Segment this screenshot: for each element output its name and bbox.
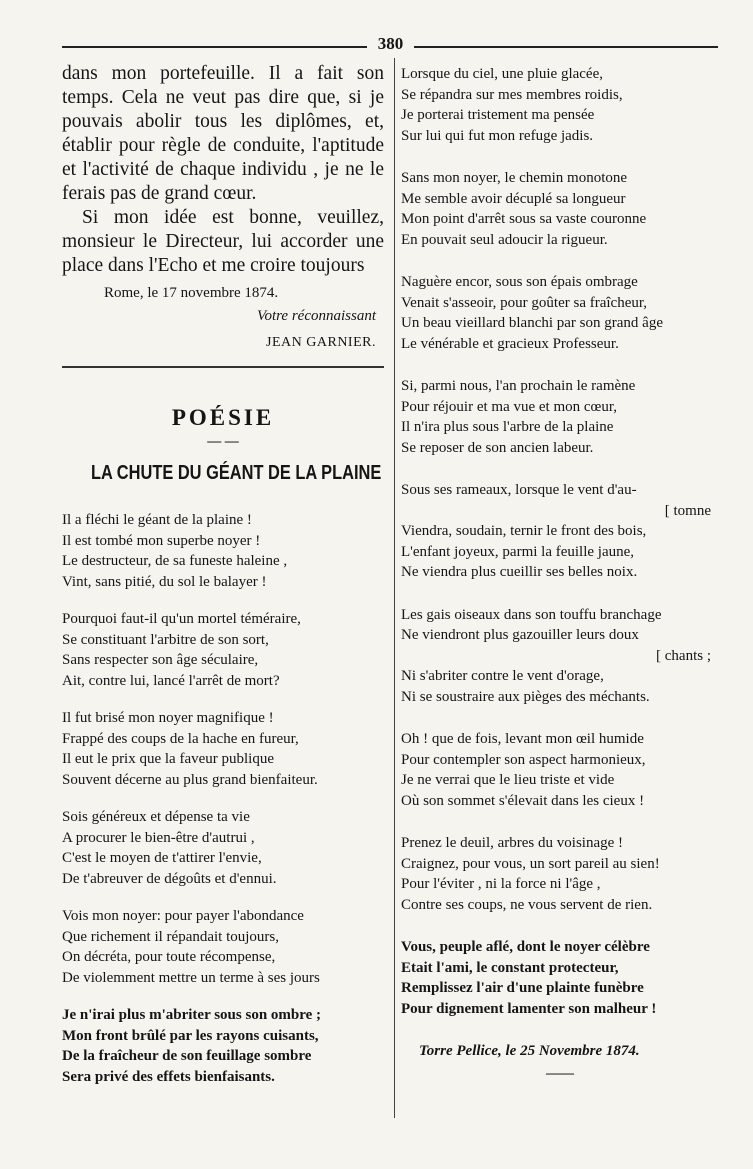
verse-line: Ni s'abriter contre le vent d'orage, <box>401 668 604 684</box>
stanza <box>401 729 719 811</box>
verse-line: Me semble avoir décuplé sa longueur <box>401 190 626 207</box>
verse-line: De t'abreuver de dégoûts et d'ennui. <box>62 870 277 887</box>
letter-closing: Votre réconnaissant <box>256 308 376 324</box>
verse-line: Pour réjouir et ma vue et mon cœur, <box>401 398 618 415</box>
verse-line: Un beau vieillard blanchi par son grand âge <box>401 315 663 331</box>
poem-right-stanzas <box>401 64 719 1019</box>
verse-line: Sans respecter son âge séculaire, <box>62 652 259 668</box>
stanza <box>401 833 719 915</box>
stanza <box>62 906 384 988</box>
verse-line: On décréta, pour toute récompense, <box>62 949 276 965</box>
verse-line: Vois mon noyer: pour payer l'abondance <box>62 908 304 924</box>
verse-line: De la fraîcheur de son feuillage sombre <box>62 1048 312 1064</box>
section-title: POÉSIE <box>171 405 275 430</box>
stanza <box>401 168 719 250</box>
verse-line: En pouvait seul adoucir la rigueur. <box>401 231 608 248</box>
verse-line: Ne viendront plus gazouiller leurs doux <box>401 627 639 643</box>
verse-line: Sur lui qui fut mon refuge jadis. <box>401 127 594 144</box>
verse-line: Oh ! que de fois, levant mon œil humide <box>401 731 644 747</box>
stanza <box>62 708 384 790</box>
verse-line: Je n'irai plus m'abriter sous son ombre ; <box>62 1007 322 1023</box>
verse-line: Les gais oiseaux dans son touffu branchage <box>401 606 662 623</box>
verse-line: Se reposer de son ancien labeur. <box>401 439 594 456</box>
verse-line: Souvent décerne au plus grand bienfaiteur. <box>62 771 318 788</box>
verse-line: Il fut brisé mon noyer magnifique ! <box>62 710 274 726</box>
verse-line: Il eut le prix que la faveur publique <box>62 751 275 767</box>
stanza <box>62 807 384 889</box>
verse-line: Remplissez l'air d'une plainte funèbre <box>401 980 644 996</box>
verse-line: Le vénérable et gracieux Professeur. <box>401 335 619 352</box>
verse-line: Frappé des coups de la hache en fureur, <box>62 730 299 747</box>
verse-line: Le destructeur, de sa funeste haleine , <box>62 553 288 569</box>
verse-line: Mon front brûlé par les rayons cuisants, <box>62 1027 319 1044</box>
verse-line: Lorsque du ciel, une pluie glacée, <box>401 66 604 82</box>
poem-left-stanzas <box>62 510 384 1087</box>
verse-line: Se répandra sur mes membres roidis, <box>401 86 623 103</box>
letter-text <box>62 62 384 278</box>
stanza <box>401 376 719 458</box>
section-rule <box>62 366 384 368</box>
header-rule-right <box>414 46 718 48</box>
page-number: 380 <box>377 34 404 53</box>
verse-line: [ chants ; <box>656 647 711 664</box>
letter-paragraph: Si mon idée est bonne, veuillez, monsieur le Directeur, lui accorder une place dans l'Echo et me croire toujours <box>62 207 384 276</box>
stanza <box>401 64 719 146</box>
letter-paragraph: dans mon portefeuille. Il a fait son temps. Cela ne veut pas dire que, si je pouvais abolir tous les diplômes, et, établir pour règle de conduite, l'aptitude et l'activité de chaque individu , je ne le ferais pas de grand cœur. <box>62 63 384 204</box>
end-mark: —— <box>546 1066 574 1081</box>
verse-line: De violemment mettre un terme à ses jours <box>62 969 320 986</box>
letter-signature: JEAN GARNIER. <box>266 335 376 350</box>
verse-line: Ni se soustraire aux pièges des méchants. <box>401 688 650 705</box>
stanza <box>401 605 719 708</box>
verse-line: Que richement il répandait toujours, <box>62 928 280 945</box>
verse-line: Se constituant l'arbitre de son sort, <box>62 631 269 648</box>
verse-line: Sera privé des effets bienfaisants. <box>62 1068 275 1085</box>
verse-line: Vous, peuple aflé, dont le noyer célèbre <box>401 939 650 955</box>
verse-line: Il est tombé mon superbe noyer ! <box>62 532 261 549</box>
verse-line: Sans mon noyer, le chemin monotone <box>401 170 628 186</box>
verse-line: Sois généreux et dépense ta vie <box>62 809 250 825</box>
verse-line: Ait, contre lui, lancé l'arrêt de mort? <box>62 672 280 689</box>
page-header <box>62 34 718 54</box>
verse-line: L'enfant joyeux, parmi la feuille jaune, <box>401 543 635 560</box>
verse-line: Mon point d'arrêt sous sa vaste couronne <box>401 211 647 227</box>
verse-line: Pour contempler son aspect harmonieux, <box>401 751 646 768</box>
verse-line: Pour dignement lamenter son malheur ! <box>401 1000 657 1017</box>
verse-line: Pourquoi faut-il qu'un mortel téméraire, <box>62 611 301 627</box>
verse-line: Où son sommet s'élevait dans les cieux ! <box>401 792 645 809</box>
verse-line: Il n'ira plus sous l'arbre de la plaine <box>401 419 614 435</box>
verse-line: Naguère encor, sous son épais ombrage <box>401 274 638 290</box>
poem-place-date: Torre Pellice, le 25 Novembre 1874. <box>419 1043 640 1059</box>
verse-line: Vint, sans pitié, du sol le balayer ! <box>62 573 267 590</box>
verse-line: Ne viendra plus cueillir ses belles noix. <box>401 564 638 580</box>
poem-title: LA CHUTE DU GÉANT DE LA PLAINE <box>90 462 382 484</box>
section-dashes: — — <box>207 434 239 449</box>
verse-line: Craignez, pour vous, un sort pareil au sien! <box>401 855 660 872</box>
right-column <box>401 64 719 1081</box>
header-rule-left <box>62 46 367 48</box>
left-column <box>62 62 384 1087</box>
verse-line: Pour l'éviter , ni la force ni l'âge , <box>401 876 601 892</box>
stanza <box>401 272 719 354</box>
verse-line: [ tomne <box>664 502 711 519</box>
stanza <box>62 510 384 592</box>
letter-dateline: Rome, le 17 novembre 1874. <box>104 285 279 301</box>
verse-line: Viendra, soudain, ternir le front des bois, <box>401 523 647 539</box>
column-divider <box>394 58 395 1118</box>
verse-line: Contre ses coups, ne vous servent de rien. <box>401 896 653 913</box>
stanza <box>401 480 719 583</box>
stanza <box>62 1005 384 1087</box>
verse-line: Si, parmi nous, l'an prochain le ramène <box>401 378 636 394</box>
verse-line: A procurer le bien-être d'autrui , <box>62 829 255 846</box>
stanza <box>62 609 384 691</box>
verse-line: Venait s'asseoir, pour goûter sa fraîcheur, <box>401 294 647 311</box>
verse-line: Prenez le deuil, arbres du voisinage ! <box>401 835 624 851</box>
verse-line: Etait l'ami, le constant protecteur, <box>401 959 619 976</box>
stanza <box>401 937 719 1019</box>
verse-line: Sous ses rameaux, lorsque le vent d'au- <box>401 482 637 498</box>
verse-line: C'est le moyen de t'attirer l'envie, <box>62 850 262 866</box>
verse-line: Je ne verrai que le lieu triste et vide <box>401 772 615 788</box>
verse-line: Je porterai tristement ma pensée <box>401 107 595 123</box>
verse-line: Il a fléchi le géant de la plaine ! <box>62 512 252 528</box>
